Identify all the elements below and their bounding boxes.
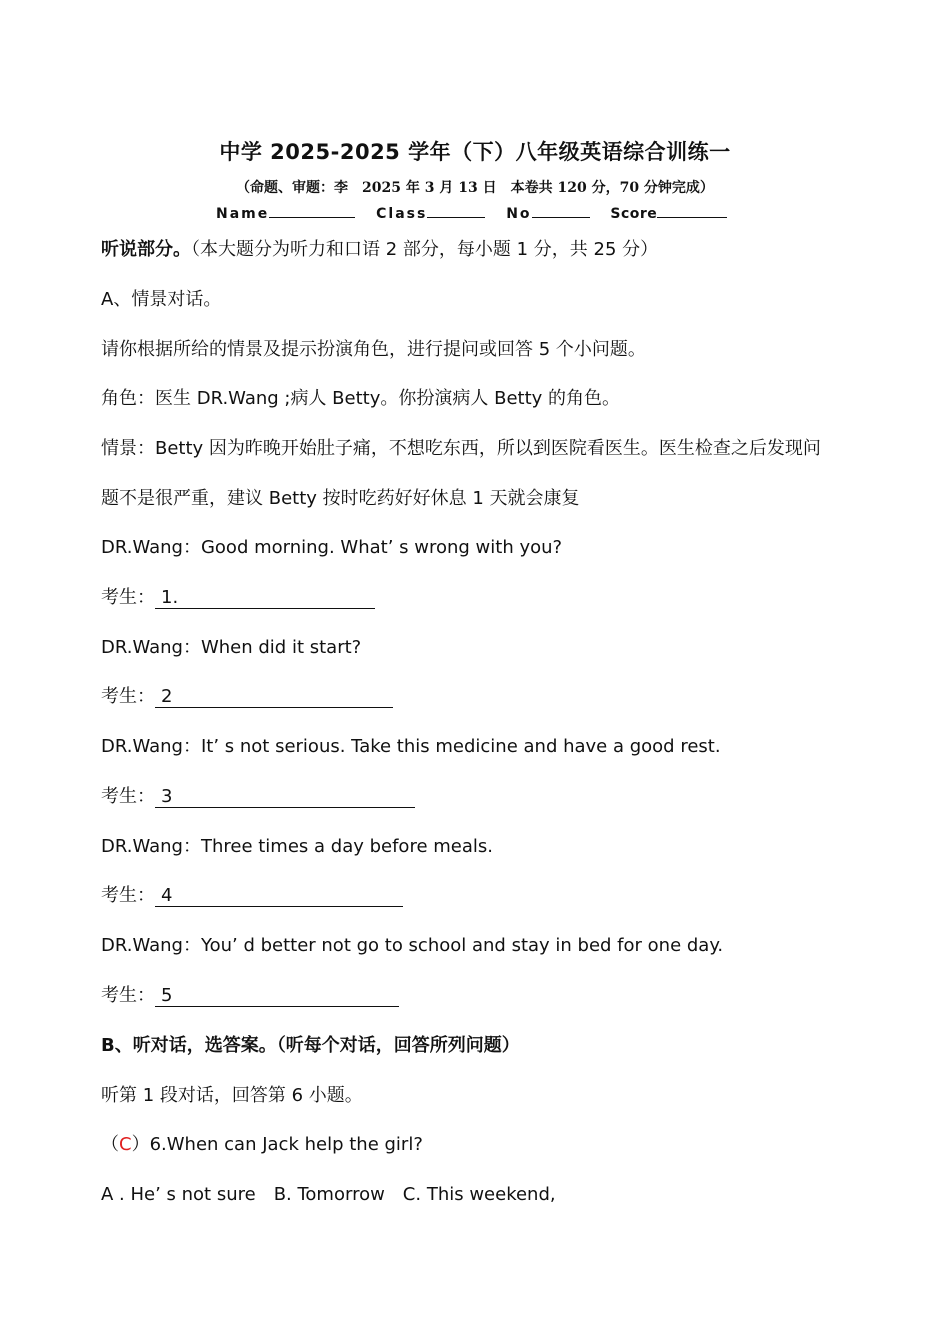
no-blank[interactable] xyxy=(532,203,590,218)
student-info-line xyxy=(216,203,743,222)
dialogue-text: When did it start? xyxy=(200,637,362,658)
dialogue-line xyxy=(101,786,415,808)
question-6-options: A . He’ s not sure B. Tomorrow C. This weekend, xyxy=(101,1184,556,1205)
no-label: No xyxy=(506,206,532,222)
listening-section-line xyxy=(101,239,658,261)
part-a-roles: 角色：医生 DR.Wang ;病人 Betty。你扮演病人 Betty 的角色。 xyxy=(101,388,621,409)
answer-bracket-open: （ xyxy=(101,1134,119,1155)
class-label: Class xyxy=(376,206,428,222)
question-6-text: 6.When can Jack help the girl? xyxy=(149,1134,423,1155)
answer-blank-5[interactable]: 5 xyxy=(155,986,399,1007)
dialogue-line xyxy=(101,985,399,1007)
answer-blank-2[interactable]: 2 xyxy=(155,687,393,708)
exam-subtitle: （命题、审题：李 2025 年 3 月 13 日 本卷共 120 分，70 分钟完成） xyxy=(236,180,714,196)
speaker-label: DR.Wang： xyxy=(101,935,201,956)
class-blank[interactable] xyxy=(427,203,485,218)
dialogue-line xyxy=(101,935,723,957)
speaker-label: 考生： xyxy=(101,686,155,707)
part-a-scenario-line-2: 题不是很严重，建议 Betty 按时吃药好好休息 1 天就会康复 xyxy=(101,488,580,509)
score-blank[interactable] xyxy=(657,203,727,218)
speaker-label: DR.Wang： xyxy=(101,537,201,558)
answer-blank-4[interactable]: 4 xyxy=(155,886,403,907)
part-a-scenario-line-1: 情景：Betty 因为昨晚开始肚子痛，不想吃东西，所以到医院看医生。医生检查之后发现问 xyxy=(101,438,821,459)
name-blank[interactable] xyxy=(269,203,355,218)
part-a-instruction: 请你根据所给的情景及提示扮演角色，进行提问或回答 5 个小问题。 xyxy=(101,339,646,360)
dialogue-text: Three times a day before meals. xyxy=(200,836,493,857)
listening-heading: 听说部分。 xyxy=(101,239,191,260)
dialogue-line xyxy=(101,637,361,659)
speaker-label: DR.Wang： xyxy=(101,736,201,757)
speaker-label: 考生： xyxy=(101,786,155,807)
dialogue-line xyxy=(101,736,721,758)
question-6-line xyxy=(101,1134,423,1156)
name-label: Name xyxy=(216,206,270,222)
dialogue-text: Good morning. What’ s wrong with you? xyxy=(200,537,563,558)
answer-blank-1[interactable]: 1. xyxy=(155,588,375,609)
speaker-label: DR.Wang： xyxy=(101,637,201,658)
part-a-title: A、情景对话。 xyxy=(101,289,222,310)
speaker-label: DR.Wang： xyxy=(101,836,201,857)
speaker-label: 考生： xyxy=(101,587,155,608)
answer-bracket-close: ） xyxy=(131,1134,150,1155)
part-b-instruction: 听第 1 段对话，回答第 6 小题。 xyxy=(101,1085,363,1106)
exam-title: 中学 2025-2025 学年（下）八年级英语综合训练一 xyxy=(219,140,731,164)
dialogue-line xyxy=(101,836,493,858)
dialogue-line xyxy=(101,587,375,609)
dialogue-line xyxy=(101,537,562,559)
listening-note: （本大题分为听力和口语 2 部分，每小题 1 分，共 25 分） xyxy=(191,239,659,260)
dialogue-line xyxy=(101,686,393,708)
dialogue-line xyxy=(101,885,403,907)
speaker-label: 考生： xyxy=(101,885,155,906)
dialogue-text: It’ s not serious. Take this medicine and have a good rest. xyxy=(200,736,721,757)
part-b-title: B、听对话，选答案。（听每个对话，回答所列问题） xyxy=(101,1035,520,1056)
question-6-answer[interactable]: C xyxy=(119,1134,132,1155)
speaker-label: 考生： xyxy=(101,985,155,1006)
answer-blank-3[interactable]: 3 xyxy=(155,787,415,808)
score-label: Score xyxy=(610,206,658,222)
dialogue-text: You’ d better not go to school and stay in bed for one day. xyxy=(200,935,724,956)
